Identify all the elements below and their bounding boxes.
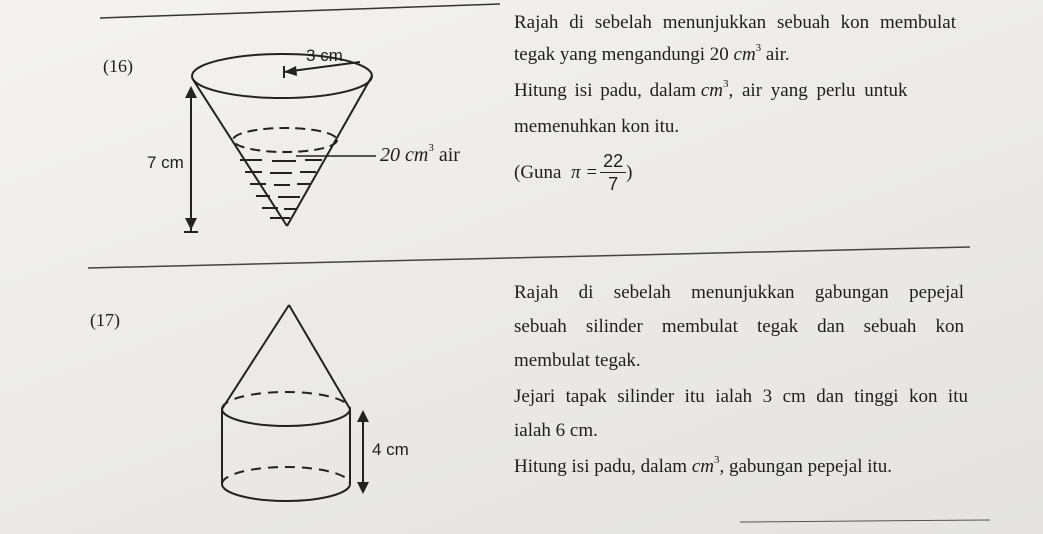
q17-line6-text: Hitung isi padu, dalam — [514, 456, 688, 477]
q16-water-unit: cm — [405, 144, 429, 166]
q17-solid-diagram — [222, 305, 369, 501]
water-surface — [233, 128, 337, 152]
q16-hint — [514, 150, 632, 195]
q16-line3 — [514, 80, 946, 102]
q17-line6 — [514, 456, 892, 478]
q17-height-label: 4 cm — [372, 440, 409, 459]
q17-line1: Rajah di sebelah menunjukkan gabungan pepejal — [514, 282, 964, 303]
q16-hint-pi: π = — [570, 161, 599, 183]
cone-right-side — [289, 305, 350, 409]
q16-line2 — [514, 44, 790, 66]
q16-height-label: 7 cm — [147, 153, 184, 172]
cone-rim — [192, 54, 372, 98]
height-arrowhead-bottom — [357, 482, 369, 494]
q16-hint-post: ) — [626, 161, 633, 183]
q17-line4: Jejari tapak silinder itu ialah 3 cm dan tinggi kon itu — [514, 386, 968, 407]
q16-cone-diagram — [184, 54, 376, 232]
cylinder-base-front — [222, 484, 350, 501]
top-rule — [100, 4, 500, 18]
q16-line1: Rajah di sebelah menunjukkan sebuah kon membulat — [514, 12, 956, 33]
q16-hint-denominator: 7 — [608, 174, 619, 194]
q16-line4: memenuhkan kon itu. — [514, 116, 680, 137]
q17-line6-unit: cm — [691, 456, 714, 477]
q16-line2-value: 20 — [709, 44, 729, 65]
q17-line3: membulat tegak. — [514, 350, 641, 371]
q16-line2-text: tegak yang mengandungi — [514, 44, 706, 65]
q17-number: (17) — [90, 310, 120, 330]
q16-line3-sup: 3 — [723, 78, 729, 90]
q16-line2-unit: cm — [733, 44, 756, 65]
q16-line3-post: , air yang perlu untuk — [728, 80, 908, 101]
height-arrowhead-top — [185, 86, 197, 98]
q17-line6-post: , gabungan pepejal itu. — [719, 456, 893, 477]
q16-number: (16) — [103, 56, 133, 76]
q17-line6-sup: 3 — [714, 454, 720, 466]
water-hatching — [240, 160, 322, 218]
q16-hint-fraction — [600, 150, 626, 195]
cylinder-base-back — [222, 467, 350, 484]
section-separator — [88, 247, 970, 268]
cone-base-front — [222, 409, 350, 426]
q16-radius-label: 3 cm — [306, 46, 343, 65]
q16-water-sup: 3 — [428, 142, 434, 154]
q16-line2-post: air. — [765, 44, 790, 65]
height-arrowhead-bottom — [185, 218, 197, 230]
q16-hint-pre: (Guna — [514, 161, 562, 183]
q16-hint-numerator: 22 — [600, 150, 626, 173]
q16-water-word: air — [438, 144, 460, 166]
q16-line3-unit: cm — [700, 80, 723, 101]
q16-line2-sup: 3 — [755, 42, 762, 54]
cone-base-back — [222, 392, 350, 409]
q16-water-value: 20 — [380, 144, 400, 166]
height-arrowhead-top — [357, 410, 369, 422]
q17-line5: ialah 6 cm. — [514, 420, 598, 441]
q16-line3-text: Hitung isi padu, dalam — [514, 80, 697, 101]
bottom-rule — [740, 520, 990, 522]
q16-water-label — [380, 144, 460, 167]
q17-line2: sebuah silinder membulat tegak dan sebuah kon — [514, 316, 964, 337]
